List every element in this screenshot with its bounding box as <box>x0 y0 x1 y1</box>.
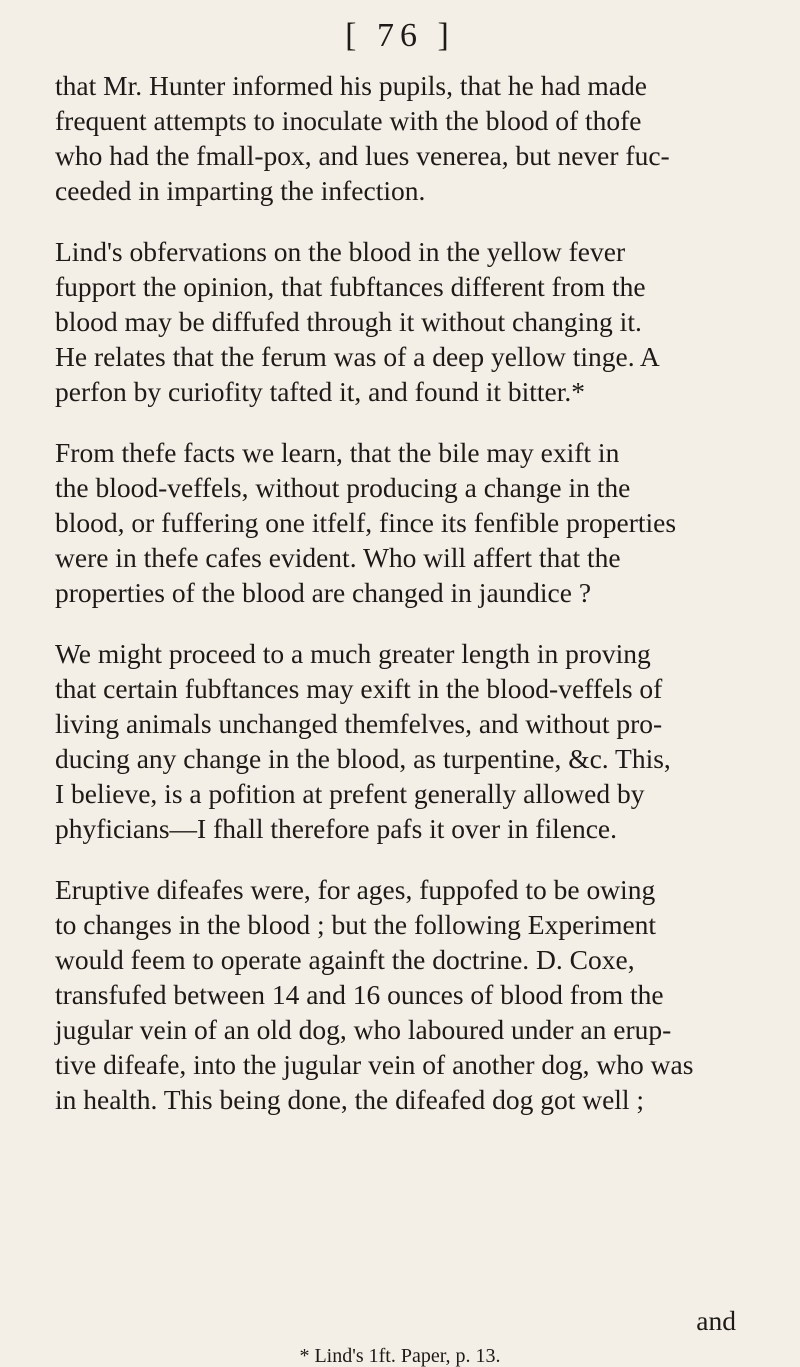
text-line: that Mr. Hunter informed his pupils, that he had made <box>55 70 647 101</box>
text-line: From thefe facts we learn, that the bile may exift in <box>55 437 620 468</box>
text-line: who had the fmall-pox, and lues venerea, but never fuc- <box>55 140 670 171</box>
text-line: the blood-veffels, without producing a change in the <box>55 472 631 503</box>
text-line: phyficians—I fhall therefore pafs it over in filence. <box>55 813 617 844</box>
text-line: in health. This being done, the difeafed dog got well ; <box>55 1084 645 1115</box>
text-line: He relates that the ferum was of a deep yellow tinge. A <box>55 341 660 372</box>
text-line: tive difeafe, into the jugular vein of another dog, who was <box>55 1049 694 1080</box>
body-text <box>55 68 739 1143</box>
text-line: would feem to operate againft the doctrine. D. Coxe, <box>55 944 635 975</box>
text-line: living animals unchanged themfelves, and without pro- <box>55 708 663 739</box>
text-line: that certain fubftances may exift in the blood-veffels of <box>55 673 663 704</box>
text-line: ceeded in imparting the infection. <box>55 175 426 206</box>
catchword: and <box>696 1305 736 1336</box>
paragraph-hunter-inoculation <box>55 68 739 208</box>
paragraph-lind-observations <box>55 234 739 409</box>
text-line: Eruptive difeafes were, for ages, fuppofed to be owing <box>55 874 656 905</box>
text-line: Lind's obfervations on the blood in the yellow fever <box>55 236 626 267</box>
text-line: ducing any change in the blood, as turpentine, &c. This, <box>55 743 671 774</box>
paragraph-substances-unchanged <box>55 636 739 846</box>
text-line: properties of the blood are changed in jaundice ? <box>55 577 592 608</box>
paragraph-eruptive-diseases <box>55 872 739 1117</box>
text-line: We might proceed to a much greater length in proving <box>55 638 651 669</box>
text-line: blood, or fuffering one itfelf, fince its fenfible properties <box>55 507 677 538</box>
page-number: [ 76 ] <box>345 17 455 54</box>
text-line: jugular vein of an old dog, who laboured under an erup- <box>55 1014 672 1045</box>
text-line: fupport the opinion, that fubftances different from the <box>55 271 646 302</box>
text-line: perfon by curiofity tafted it, and found it bitter.* <box>55 376 586 407</box>
text-line: blood may be diffufed through it without changing it. <box>55 306 642 337</box>
text-line: to changes in the blood ; but the following Experiment <box>55 909 657 940</box>
text-line: frequent attempts to inoculate with the blood of thofe <box>55 105 642 136</box>
text-line: were in thefe cafes evident. Who will affert that the <box>55 542 621 573</box>
text-line: I believe, is a pofition at prefent generally allowed by <box>55 778 645 809</box>
paragraph-bile-facts <box>55 435 739 610</box>
footnote: * Lind's 1ft. Paper, p. 13. <box>299 1345 501 1367</box>
text-line: transfufed between 14 and 16 ounces of blood from the <box>55 979 664 1010</box>
